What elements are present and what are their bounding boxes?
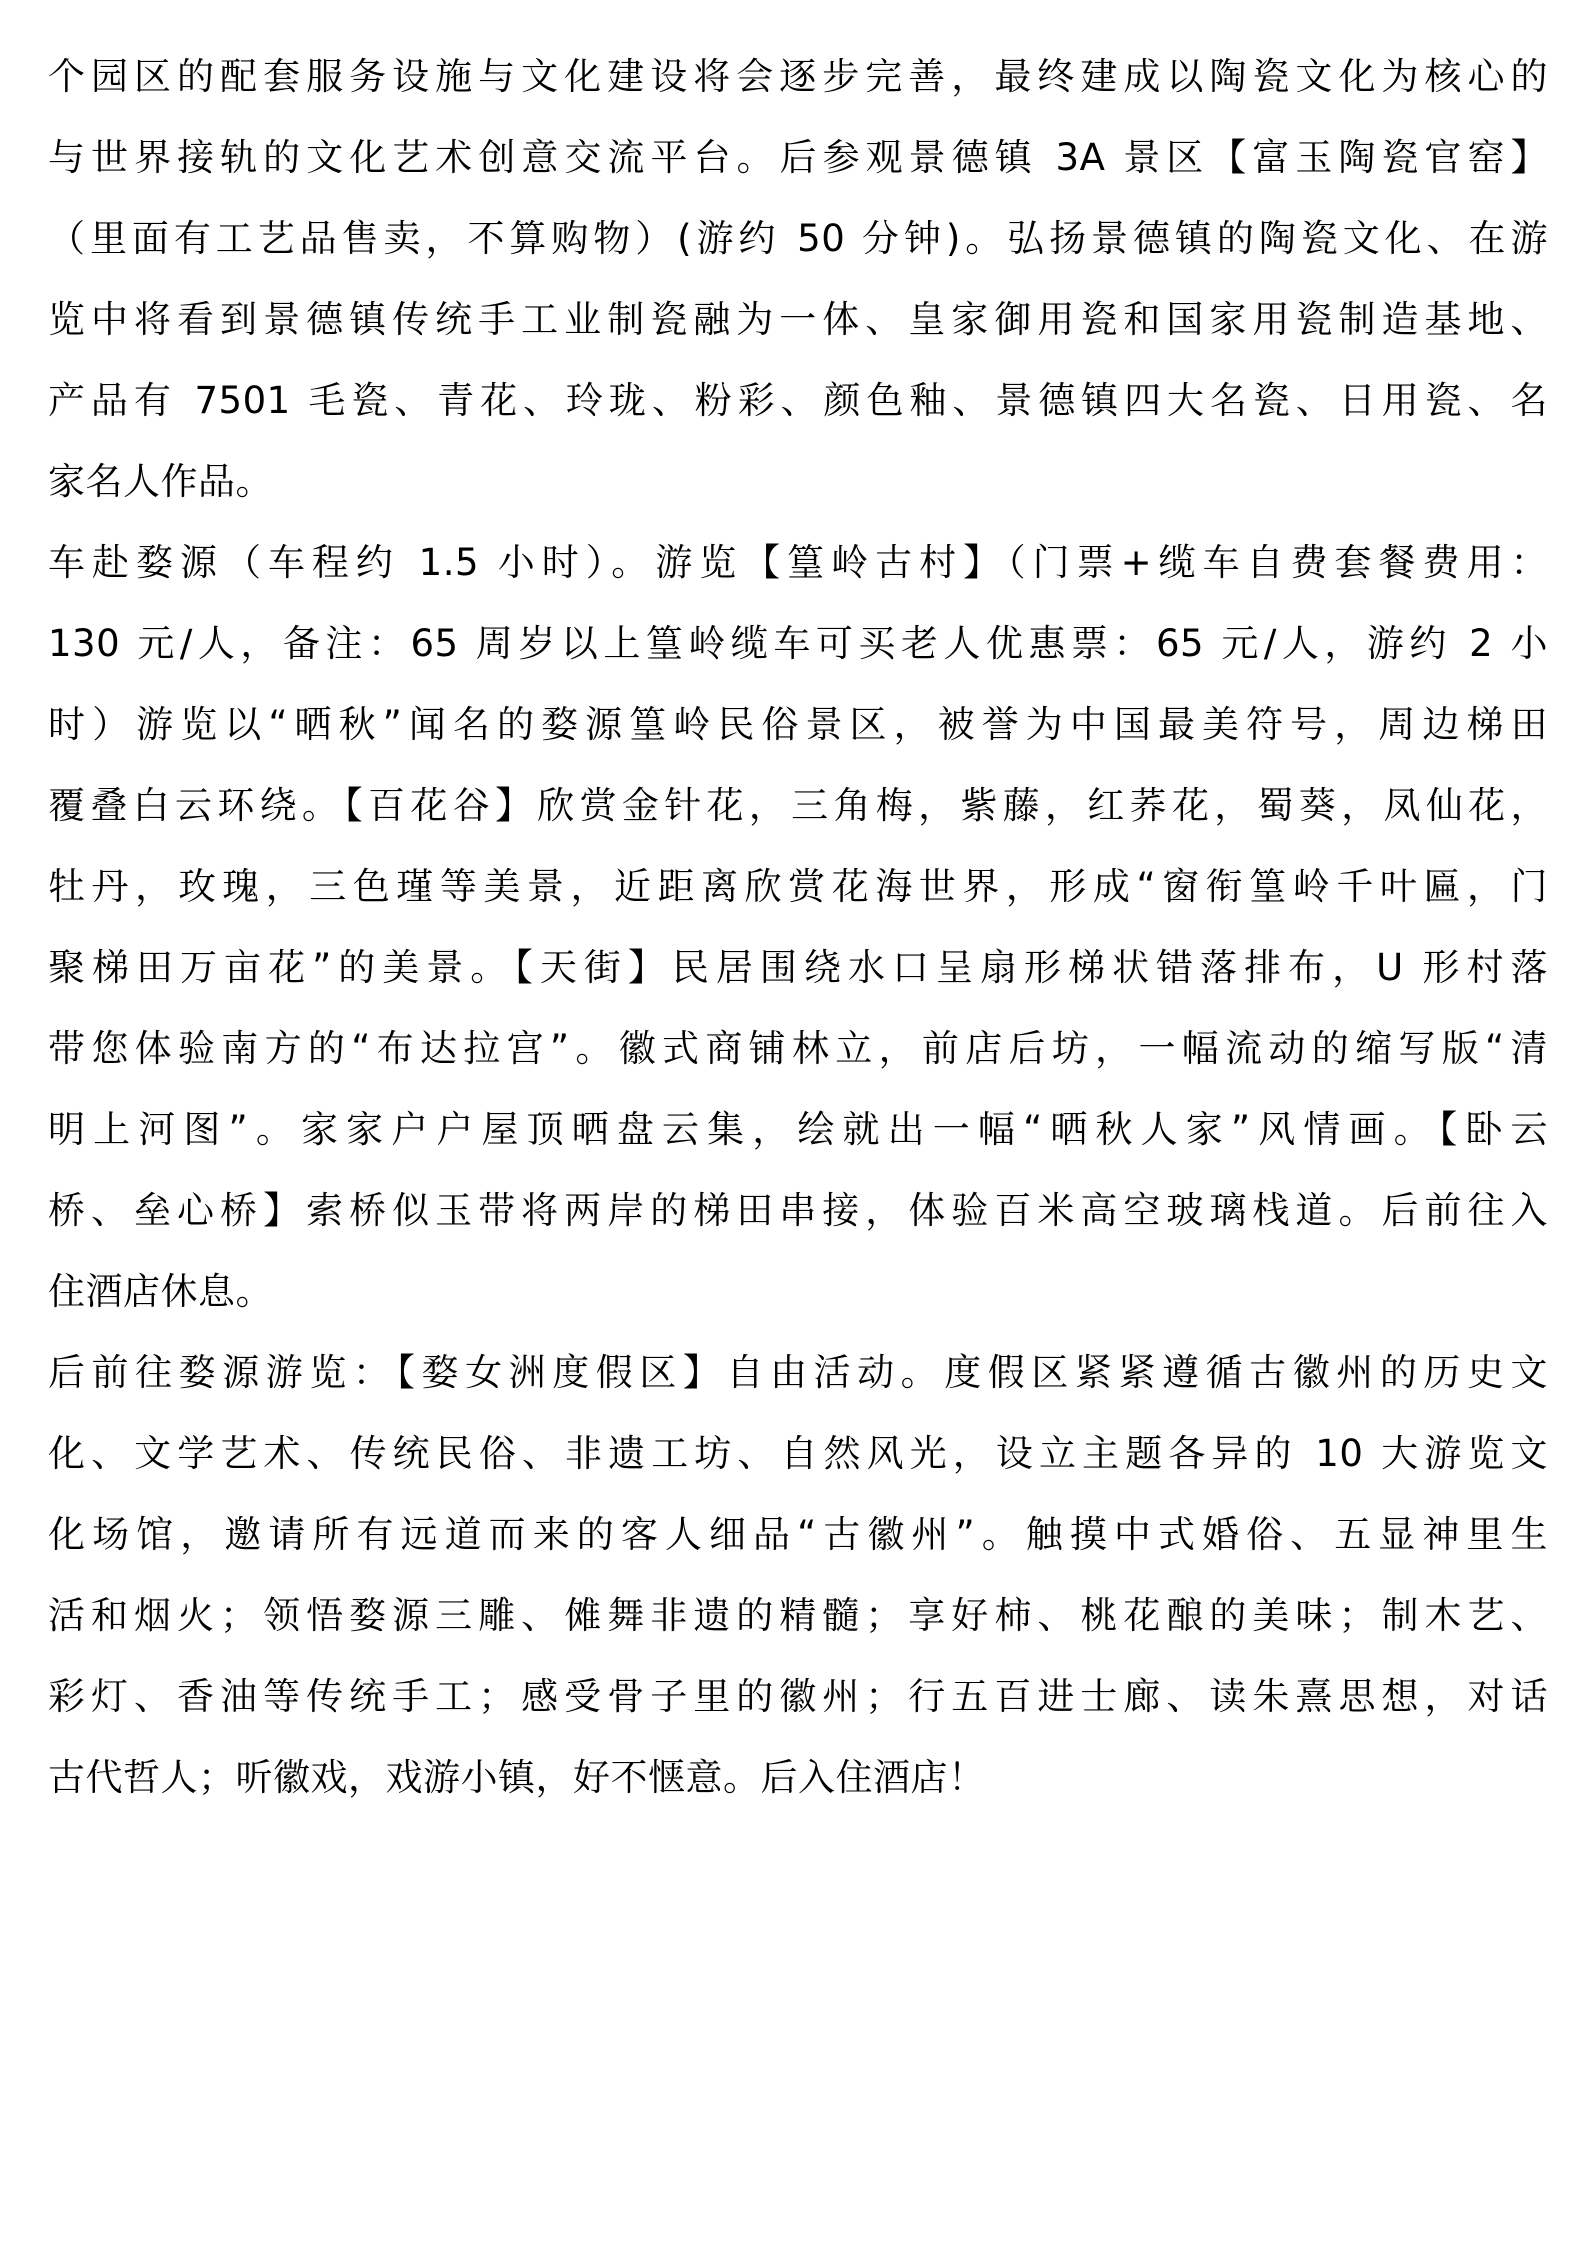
text-line: 住酒店休息。 (48, 1270, 273, 1313)
paragraph-huangling (48, 522, 1548, 1332)
text-line: （里面有工艺品售卖，不算购物）(游约 50 分钟)。弘扬景德镇的陶瓷文化、在游 (48, 217, 1548, 260)
text-line: 览中将看到景德镇传统手工业制瓷融为一体、皇家御用瓷和国家用瓷制造基地、 (48, 298, 1548, 341)
text-line: 化场馆，邀请所有远道而来的客人细品“古徽州”。触摸中式婚俗、五显神里生 (48, 1513, 1548, 1556)
text-line: 古代哲人；听徽戏，戏游小镇，好不惬意。后入住酒店！ (48, 1756, 986, 1799)
text-line: 后前往婺源游览：【婺女洲度假区】自由活动。度假区紧紧遵循古徽州的历史文 (48, 1351, 1548, 1394)
text-line: 车赴婺源（车程约 1.5 小时）。游览【篁岭古村】（门票+缆车自费套餐费用： (48, 541, 1548, 584)
text-line: 活和烟火；领悟婺源三雕、傩舞非遗的精髓；享好柿、桃花酿的美味；制木艺、 (48, 1594, 1548, 1637)
text-line: 时）游览以“晒秋”闻名的婺源篁岭民俗景区，被誉为中国最美符号，周边梯田 (48, 703, 1548, 746)
text-line: 彩灯、香油等传统手工；感受骨子里的徽州；行五百进士廊、读朱熹思想，对话 (48, 1675, 1548, 1718)
text-line: 牡丹，玫瑰，三色瑾等美景，近距离欣赏花海世界，形成“窗衔篁岭千叶匾，门 (48, 865, 1548, 908)
text-line: 个园区的配套服务设施与文化建设将会逐步完善，最终建成以陶瓷文化为核心的 (48, 55, 1548, 98)
document-body (48, 36, 1548, 1818)
text-line: 化、文学艺术、传统民俗、非遗工坊、自然风光，设立主题各异的 10 大游览文 (48, 1432, 1548, 1475)
paragraph-jingdezhen (48, 36, 1548, 522)
paragraph-wunvzhou (48, 1332, 1548, 1818)
text-line: 家名人作品。 (48, 460, 273, 503)
text-line: 与世界接轨的文化艺术创意交流平台。后参观景德镇 3A 景区【富玉陶瓷官窑】 (48, 136, 1548, 179)
text-line: 带您体验南方的“布达拉宫”。徽式商铺林立，前店后坊，一幅流动的缩写版“清 (48, 1027, 1548, 1070)
text-line: 产品有 7501 毛瓷、青花、玲珑、粉彩、颜色釉、景德镇四大名瓷、日用瓷、名 (48, 379, 1548, 422)
text-line: 覆叠白云环绕。【百花谷】欣赏金针花，三角梅，紫藤，红荞花，蜀葵，凤仙花， (48, 784, 1548, 827)
text-line: 130 元/人，备注：65 周岁以上篁岭缆车可买老人优惠票：65 元/人，游约 2 小 (48, 622, 1548, 665)
text-line: 桥、垒心桥】索桥似玉带将两岸的梯田串接，体验百米高空玻璃栈道。后前往入 (48, 1189, 1548, 1232)
text-line: 明上河图”。家家户户屋顶晒盘云集，绘就出一幅“晒秋人家”风情画。【卧云 (48, 1108, 1548, 1151)
text-line: 聚梯田万亩花”的美景。【天街】民居围绕水口呈扇形梯状错落排布，U 形村落 (48, 946, 1548, 989)
